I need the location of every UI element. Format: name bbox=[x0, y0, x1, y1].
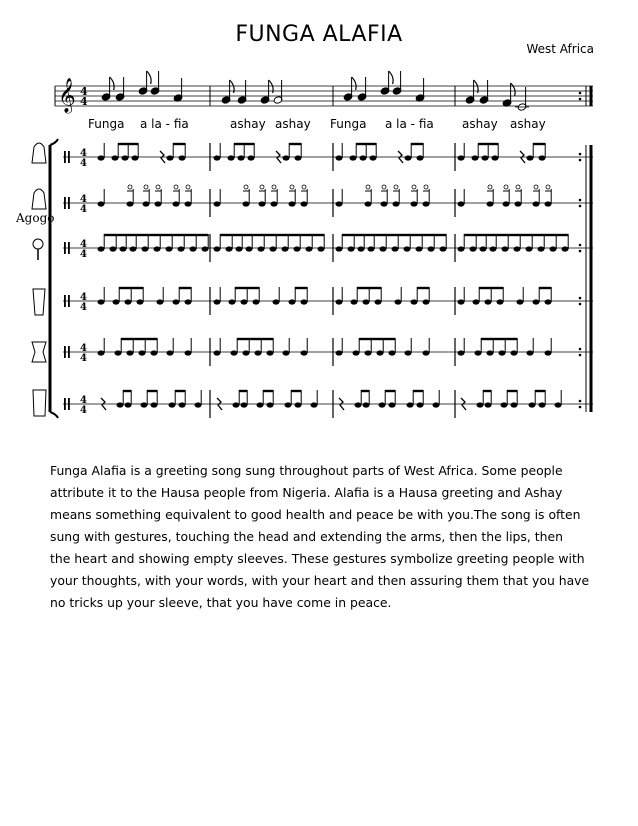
note-head bbox=[167, 155, 174, 160]
accent-mark bbox=[366, 185, 370, 189]
note-head bbox=[185, 299, 192, 304]
note-head bbox=[417, 402, 424, 407]
note-head bbox=[214, 299, 221, 304]
note-head bbox=[348, 246, 355, 251]
note-head bbox=[423, 350, 430, 355]
lyric-syllable: Funga bbox=[88, 117, 125, 131]
note-head bbox=[428, 246, 435, 251]
note-head bbox=[195, 402, 202, 407]
note-head bbox=[151, 350, 158, 355]
note-head bbox=[285, 402, 292, 407]
note-head bbox=[458, 201, 465, 206]
note-head bbox=[141, 402, 148, 407]
lyric-syllable: ashay bbox=[462, 117, 498, 131]
note-head bbox=[533, 299, 540, 304]
lyric-syllable: Funga bbox=[330, 117, 367, 131]
description-line: your thoughts, with your words, with your heart and then assuring them that you have bbox=[50, 573, 590, 588]
note-head bbox=[236, 246, 243, 251]
description-line: Funga Alafia is a greeting song sung throughout parts of West Africa. Some people bbox=[50, 463, 563, 478]
note-head bbox=[255, 350, 262, 355]
accent-mark bbox=[174, 185, 178, 189]
note-head bbox=[363, 402, 370, 407]
note-head bbox=[405, 350, 412, 355]
percussion-clef bbox=[64, 346, 66, 358]
note-head bbox=[295, 155, 302, 160]
repeat-dot bbox=[579, 153, 582, 156]
repeat-dot bbox=[579, 303, 582, 306]
note-head bbox=[350, 155, 357, 160]
note-head bbox=[110, 246, 117, 251]
note-head bbox=[185, 350, 192, 355]
accent-mark bbox=[302, 185, 306, 189]
accent-mark bbox=[290, 185, 294, 189]
note-head bbox=[336, 201, 343, 206]
note-head bbox=[318, 246, 325, 251]
note-head bbox=[407, 402, 414, 407]
note-head bbox=[214, 350, 221, 355]
time-signature-bottom: 4 bbox=[80, 95, 88, 108]
percussion-clef bbox=[68, 295, 70, 307]
note-head bbox=[259, 201, 266, 206]
note-head bbox=[379, 402, 386, 407]
note-head bbox=[389, 350, 396, 355]
repeat-dot bbox=[579, 92, 582, 95]
note-head bbox=[517, 299, 524, 304]
note-head bbox=[173, 299, 180, 304]
note-head bbox=[527, 155, 534, 160]
song-title: FUNGA ALAFIA bbox=[235, 22, 403, 47]
note-head bbox=[527, 350, 534, 355]
note-head bbox=[416, 246, 423, 251]
note-head bbox=[473, 299, 480, 304]
percussion-clef bbox=[64, 242, 66, 254]
system-bracket-cap bbox=[50, 412, 58, 418]
note-head bbox=[246, 246, 253, 251]
note-head bbox=[368, 246, 375, 251]
repeat-dot bbox=[579, 354, 582, 357]
repeat-dot bbox=[579, 250, 582, 253]
note-head bbox=[282, 246, 289, 251]
note-head bbox=[294, 246, 301, 251]
note-head bbox=[226, 246, 233, 251]
note-head bbox=[283, 350, 290, 355]
note-head bbox=[501, 402, 508, 407]
bell-icon bbox=[32, 143, 46, 163]
note-head bbox=[365, 350, 372, 355]
note-flag bbox=[147, 71, 152, 84]
note-head bbox=[289, 299, 296, 304]
repeat-dot bbox=[579, 205, 582, 208]
description-line: means something equivalent to good health and peace be with you.The song is often bbox=[50, 507, 581, 522]
note-head bbox=[98, 201, 105, 206]
accent-mark bbox=[546, 185, 550, 189]
note-head bbox=[336, 155, 343, 160]
time-signature-bottom: 4 bbox=[80, 302, 87, 313]
note-head bbox=[539, 155, 546, 160]
note-head bbox=[137, 299, 144, 304]
note-head bbox=[214, 246, 221, 251]
note-head bbox=[336, 350, 343, 355]
note-head bbox=[492, 155, 499, 160]
note-head bbox=[178, 246, 185, 251]
note-head bbox=[185, 201, 192, 206]
description-line: no tricks up your sleeve, that you have come in peace. bbox=[50, 595, 392, 610]
note-head bbox=[375, 299, 382, 304]
percussion-clef bbox=[68, 197, 70, 209]
time-signature-bottom: 4 bbox=[80, 405, 87, 416]
note-head bbox=[480, 246, 487, 251]
note-head bbox=[122, 155, 129, 160]
note-head bbox=[132, 155, 139, 160]
note-head bbox=[270, 246, 277, 251]
note-head bbox=[417, 155, 424, 160]
note-head bbox=[125, 402, 132, 407]
accent-mark bbox=[394, 185, 398, 189]
description-line: sung with gestures, touching the head and extending the arms, then the lips, then bbox=[50, 529, 563, 544]
note-head bbox=[355, 402, 362, 407]
accent-mark bbox=[272, 185, 276, 189]
note-head bbox=[360, 155, 367, 160]
note-head bbox=[283, 155, 290, 160]
note-head bbox=[503, 201, 510, 206]
note-head bbox=[115, 350, 122, 355]
note-head bbox=[411, 299, 418, 304]
note-head bbox=[243, 201, 250, 206]
note-head bbox=[511, 350, 518, 355]
note-head bbox=[155, 201, 162, 206]
note-head bbox=[258, 246, 265, 251]
note-head bbox=[433, 402, 440, 407]
note-head bbox=[113, 299, 120, 304]
note-head bbox=[229, 299, 236, 304]
note-head bbox=[458, 350, 465, 355]
note-head bbox=[472, 155, 479, 160]
repeat-dot bbox=[579, 244, 582, 247]
note-head bbox=[336, 299, 343, 304]
note-head bbox=[241, 402, 248, 407]
note-head bbox=[538, 246, 545, 251]
note-head bbox=[370, 155, 377, 160]
conga-drum-icon bbox=[33, 289, 45, 315]
note-head bbox=[485, 402, 492, 407]
note-head bbox=[127, 350, 134, 355]
note-head bbox=[311, 402, 318, 407]
description bbox=[50, 460, 590, 614]
accent-mark bbox=[424, 185, 428, 189]
note-head bbox=[351, 299, 358, 304]
note-head bbox=[381, 201, 388, 206]
note-head bbox=[301, 350, 308, 355]
time-signature-bottom: 4 bbox=[80, 249, 87, 260]
repeat-dot bbox=[579, 348, 582, 351]
repeat-dot bbox=[579, 98, 582, 101]
note-head bbox=[238, 155, 245, 160]
note-head bbox=[179, 155, 186, 160]
note-head bbox=[142, 246, 149, 251]
note-head bbox=[497, 299, 504, 304]
note-head bbox=[539, 402, 546, 407]
note-head bbox=[515, 201, 522, 206]
accent-mark bbox=[156, 185, 160, 189]
note-head bbox=[545, 350, 552, 355]
accent-mark bbox=[534, 185, 538, 189]
note-head bbox=[502, 246, 509, 251]
time-signature-top: 4 bbox=[80, 148, 87, 159]
note-head bbox=[395, 299, 402, 304]
note-head bbox=[475, 350, 482, 355]
note-head bbox=[289, 201, 296, 206]
note-head bbox=[404, 246, 411, 251]
note-head bbox=[392, 246, 399, 251]
instrument-label-agogo: Agogo bbox=[16, 211, 55, 225]
note-head bbox=[514, 246, 521, 251]
note-head bbox=[154, 246, 161, 251]
note-head bbox=[545, 299, 552, 304]
accent-mark bbox=[260, 185, 264, 189]
note-flag bbox=[110, 77, 115, 90]
lyric-syllable: a la - fia bbox=[385, 117, 434, 131]
note-head bbox=[127, 201, 134, 206]
note-head bbox=[295, 402, 302, 407]
description-line: the heart and showing empty sleeves. These gestures symbolize greeting people with bbox=[50, 551, 585, 566]
note-head bbox=[555, 402, 562, 407]
percussion-clef bbox=[64, 295, 66, 307]
time-signature-top: 4 bbox=[80, 343, 87, 354]
note-head bbox=[550, 246, 557, 251]
time-signature-bottom: 4 bbox=[80, 204, 87, 215]
note-head bbox=[411, 201, 418, 206]
note-head bbox=[393, 201, 400, 206]
time-signature-top: 4 bbox=[80, 85, 88, 98]
note-head bbox=[423, 201, 430, 206]
note-head bbox=[482, 155, 489, 160]
note-head bbox=[440, 246, 447, 251]
accent-mark bbox=[144, 185, 148, 189]
repeat-dot bbox=[579, 199, 582, 202]
time-signature-bottom: 4 bbox=[80, 353, 87, 364]
note-head bbox=[271, 201, 278, 206]
note-head bbox=[202, 246, 209, 251]
note-head bbox=[98, 246, 105, 251]
note-head bbox=[377, 350, 384, 355]
note-head bbox=[169, 402, 176, 407]
note-head bbox=[112, 155, 119, 160]
note-head bbox=[562, 246, 569, 251]
note-head bbox=[458, 155, 465, 160]
note-head bbox=[529, 402, 536, 407]
note-head bbox=[423, 299, 430, 304]
percussion-clef bbox=[68, 151, 70, 163]
note-head bbox=[336, 246, 343, 251]
note-head bbox=[477, 402, 484, 407]
shaker-icon bbox=[33, 239, 43, 249]
note-head bbox=[301, 201, 308, 206]
song-origin: West Africa bbox=[526, 42, 594, 56]
time-signature-bottom: 4 bbox=[80, 158, 87, 169]
lyric-syllable: ashay bbox=[275, 117, 311, 131]
treble-clef: 𝄞 bbox=[58, 78, 76, 113]
note-flag bbox=[511, 83, 515, 96]
note-flag bbox=[352, 77, 357, 90]
percussion-clef bbox=[68, 398, 70, 410]
note-head bbox=[363, 299, 370, 304]
lyric-syllable: a la - fia bbox=[140, 117, 189, 131]
note-head bbox=[233, 402, 240, 407]
note-head bbox=[458, 246, 465, 251]
accent-mark bbox=[504, 185, 508, 189]
accent-mark bbox=[412, 185, 416, 189]
note-head bbox=[130, 246, 137, 251]
note-head bbox=[120, 246, 127, 251]
note-head bbox=[98, 299, 105, 304]
note-head bbox=[139, 350, 146, 355]
percussion-clef bbox=[68, 242, 70, 254]
note-head bbox=[267, 402, 274, 407]
percussion-clef bbox=[64, 151, 66, 163]
note-head bbox=[358, 246, 365, 251]
note-head bbox=[487, 350, 494, 355]
repeat-dot bbox=[579, 159, 582, 162]
bass-drum-icon bbox=[33, 390, 46, 416]
accent-mark bbox=[488, 185, 492, 189]
note-head bbox=[241, 299, 248, 304]
note-head bbox=[545, 201, 552, 206]
note-head bbox=[487, 201, 494, 206]
time-signature-top: 4 bbox=[80, 292, 87, 303]
note-head bbox=[117, 402, 124, 407]
note-head bbox=[228, 155, 235, 160]
note-head bbox=[143, 201, 150, 206]
time-signature-top: 4 bbox=[80, 239, 87, 250]
note-head bbox=[166, 246, 173, 251]
accent-mark bbox=[516, 185, 520, 189]
note-head bbox=[267, 350, 274, 355]
accent-mark bbox=[244, 185, 248, 189]
percussion-clef bbox=[64, 398, 66, 410]
note-head bbox=[167, 350, 174, 355]
note-head bbox=[485, 299, 492, 304]
repeat-dot bbox=[579, 400, 582, 403]
note-head bbox=[458, 299, 465, 304]
system-bracket-cap bbox=[50, 139, 58, 145]
accent-mark bbox=[382, 185, 386, 189]
note-head bbox=[490, 246, 497, 251]
accent-mark bbox=[186, 185, 190, 189]
note-head bbox=[533, 201, 540, 206]
note-head bbox=[231, 350, 238, 355]
note-head bbox=[405, 155, 412, 160]
note-head bbox=[190, 246, 197, 251]
note-flag bbox=[389, 71, 394, 84]
note-head bbox=[248, 155, 255, 160]
repeat-dot bbox=[579, 297, 582, 300]
note-head bbox=[306, 246, 313, 251]
note-head bbox=[273, 299, 280, 304]
percussion-clef bbox=[64, 197, 66, 209]
lyric-syllable: ashay bbox=[230, 117, 266, 131]
note-head bbox=[365, 201, 372, 206]
agogo-bell-icon bbox=[32, 189, 46, 209]
note-head bbox=[526, 246, 533, 251]
note-head bbox=[98, 350, 105, 355]
note-head bbox=[214, 201, 221, 206]
note-head bbox=[98, 155, 105, 160]
note-head bbox=[173, 201, 180, 206]
note-head bbox=[511, 402, 518, 407]
note-head bbox=[499, 350, 506, 355]
note-head bbox=[257, 402, 264, 407]
djembe-drum-icon bbox=[32, 342, 46, 362]
note-head bbox=[243, 350, 250, 355]
note-head bbox=[301, 299, 308, 304]
time-signature-top: 4 bbox=[80, 395, 87, 406]
note-head bbox=[179, 402, 186, 407]
note-head bbox=[157, 299, 164, 304]
lyric-syllable: ashay bbox=[510, 117, 546, 131]
note-head bbox=[353, 350, 360, 355]
note-head bbox=[380, 246, 387, 251]
note-head bbox=[151, 402, 158, 407]
note-head bbox=[470, 246, 477, 251]
time-signature-top: 4 bbox=[80, 194, 87, 205]
percussion-clef bbox=[68, 346, 70, 358]
note-head bbox=[253, 299, 260, 304]
accent-mark bbox=[128, 185, 132, 189]
repeat-dot bbox=[579, 406, 582, 409]
description-line: attribute it to the Hausa people from Nigeria. Alafia is a Hausa greeting and Ashay bbox=[50, 485, 563, 500]
note-head bbox=[214, 155, 221, 160]
note-head bbox=[389, 402, 396, 407]
note-head bbox=[125, 299, 132, 304]
